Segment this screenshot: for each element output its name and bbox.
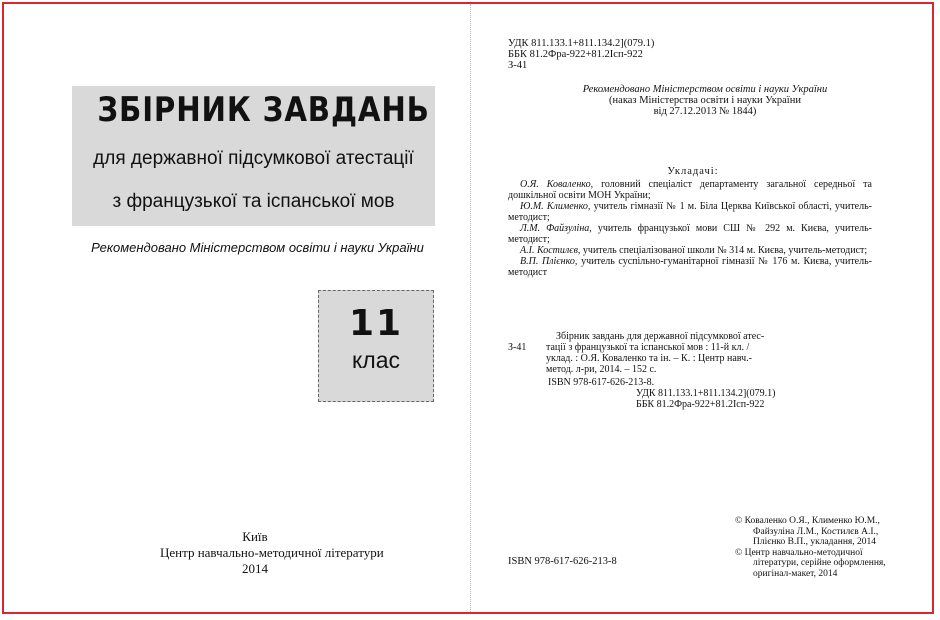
copyright-line: © Коваленко О.Я., Клименко Ю.М., xyxy=(735,516,880,526)
book-subtitle-1: для державної підсумкової атестації xyxy=(93,148,414,169)
compiler-role: учитель суспільно-гуманітарної гімназії № 176 м. Києва, учитель-методист xyxy=(508,256,873,278)
catalog-bbk: ББК 81.2Фра-922+81.2Ісп-922 xyxy=(636,399,765,410)
catalog-code: З-41 xyxy=(508,342,527,353)
compiler-name: Л.М. Файзуліна, xyxy=(520,223,592,234)
recommended-title: Рекомендовано Міністерством освіти і науки України xyxy=(582,84,828,95)
book-subtitle-2: з французької та іспанської мов xyxy=(112,191,395,212)
book-title: ЗБІРНИК ЗАВДАНЬ xyxy=(97,90,430,130)
compiler-entry xyxy=(508,256,872,278)
udc-code: УДК 811.133.1+811.134.2](079.1) xyxy=(508,38,655,49)
catalog-line: уклад. : О.Я. Коваленко та ін. – К. : Центр навч.- xyxy=(546,353,752,364)
copyright-line: Файзуліна Л.М., Костилєв А.І., xyxy=(753,526,879,537)
grade-box xyxy=(318,290,434,402)
ministry-recommendation xyxy=(560,84,850,117)
isbn-number: ISBN 978-617-626-213-8 xyxy=(508,556,617,567)
compiler-entry xyxy=(508,245,872,256)
copyright-block xyxy=(735,516,886,579)
grade-number: 11 xyxy=(348,303,404,344)
recommendation-note: Рекомендовано Міністерством освіти і науки України xyxy=(91,240,424,255)
catalog-record xyxy=(508,331,872,410)
compiler-role: учитель спеціалізованої школи № 314 м. Києва, учитель-методист; xyxy=(582,245,868,256)
compilers-list xyxy=(508,179,872,278)
copyright-line: © Центр навчально-методичної xyxy=(735,547,863,558)
compiler-entry xyxy=(508,223,872,245)
compiler-role: учитель гімназії № 1 м. Біла Церква Київської області, учитель-методист; xyxy=(508,201,873,223)
classification-codes xyxy=(508,38,654,71)
compiler-role: учитель французької мови СШ № 292 м. Києва, учитель-методист; xyxy=(508,223,872,245)
order-line: (наказ Міністерства освіти і науки України xyxy=(609,95,801,106)
catalog-line-row xyxy=(508,342,872,353)
copyright-line: літератури, серійне оформлення, xyxy=(753,558,886,568)
author-mark: З-41 xyxy=(508,60,528,71)
order-date: від 27.12.2013 № 1844) xyxy=(653,106,757,117)
compiler-name: В.П. Плієнко, xyxy=(520,256,578,267)
catalog-isbn: ISBN 978-617-626-213-8. xyxy=(548,377,655,388)
bbk-code: ББК 81.2Фра-922+81.2Ісп-922 xyxy=(508,49,643,60)
compiler-name: Ю.М. Клименко, xyxy=(520,201,591,212)
compiler-entry xyxy=(508,201,872,223)
compiler-entry xyxy=(508,179,872,201)
catalog-udc: УДК 811.133.1+811.134.2](079.1) xyxy=(636,388,776,399)
copyright-line: оригінал-макет, 2014 xyxy=(753,568,838,579)
imprint-year: 2014 xyxy=(242,561,268,576)
imprint-publisher: Центр навчально-методичної літератури xyxy=(160,545,384,560)
compilers-heading: Укладачі: xyxy=(667,166,719,177)
catalog-line: тації з французької та іспанської мов : 11-й кл. / xyxy=(546,342,750,353)
grade-word: клас xyxy=(351,347,401,373)
page-divider xyxy=(470,4,471,612)
imprint-city: Київ xyxy=(242,529,268,544)
title-box xyxy=(72,86,435,226)
compiler-name: А.І. Костилєв, xyxy=(520,245,581,256)
catalog-line: Збірник завдань для державної підсумкової атес- xyxy=(556,331,765,342)
imprint xyxy=(160,529,384,577)
copyright-line: Плієнко В.П., укладання, 2014 xyxy=(753,537,877,547)
compiler-name: О.Я. Коваленко, xyxy=(520,179,594,190)
compiler-role: головний спеціаліст департаменту загальної середньої та дошкільної освіти МОН України; xyxy=(508,179,872,201)
catalog-line: метод. л-ри, 2014. – 152 с. xyxy=(546,364,657,375)
